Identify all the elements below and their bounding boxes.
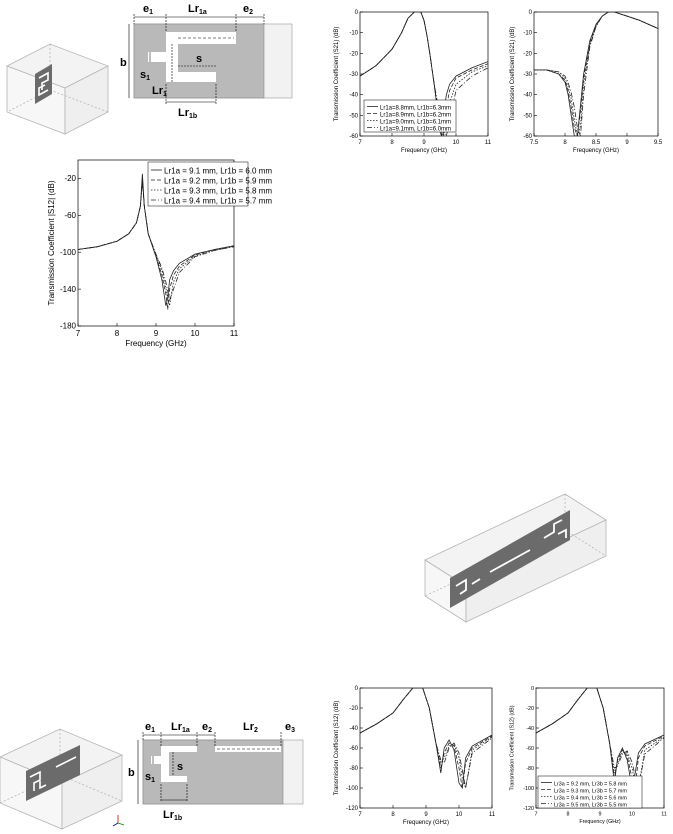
x-tick-label: 8: [390, 140, 394, 146]
y-tick-label: -20: [349, 706, 358, 712]
chart-s12-middle-left: [44, 156, 273, 354]
y-tick-label: -40: [349, 92, 358, 99]
label-lr1a: Lr1a: [188, 3, 207, 16]
y-tick-label: -80: [349, 766, 358, 772]
label2-s1: s1: [145, 771, 156, 784]
y-axis-label: Transmission Coefficient (S21) (dB): [334, 26, 340, 122]
resonator-dimension-diagram-2: [125, 718, 305, 828]
y-axis-label: Transmission Coefficient (S12) (dB): [509, 705, 516, 791]
y-axis-label: Transmission Coefficient (S21) (dB): [510, 26, 516, 122]
y-tick-label: -50: [349, 113, 358, 120]
y-tick-label: -60: [349, 746, 358, 752]
y-tick-label: -60: [523, 134, 532, 140]
legend-label: Lr3a = 9.2 mm, Lr3b = 5.8 mm: [554, 781, 627, 788]
chart-s21-top-right: [506, 8, 668, 168]
y-tick-label: -30: [523, 72, 532, 78]
y-tick-label: -60: [64, 211, 76, 220]
legend-label: Lr1a = 9.4 mm, Lr1b = 5.7 mm: [164, 196, 273, 206]
y-tick-label: -40: [526, 725, 534, 732]
x-axis-label: Frequency (GHz): [400, 148, 448, 154]
legend-label: Lr1a=9.1mm, Lr1b=6.0mm: [380, 126, 452, 133]
y-tick-label: 0: [354, 10, 358, 16]
y-tick-label: -20: [349, 51, 358, 58]
x-tick-label: 11: [661, 811, 667, 818]
x-tick-label: 10: [190, 329, 200, 338]
label2-lr2: Lr2: [243, 721, 258, 734]
y-tick-label: -120: [345, 806, 358, 812]
y-tick-label: 0: [528, 10, 532, 16]
x-tick-label: 7: [358, 812, 362, 818]
label2-s: s: [177, 761, 184, 773]
legend-label: Lr1a = 9.1 mm, Lr1b = 6.0 mm: [164, 166, 273, 176]
x-tick-label: 10: [452, 140, 460, 146]
x-tick-label: 8: [391, 812, 395, 818]
label2-lr1a: Lr1a: [171, 721, 190, 734]
legend-label: Lr1a=8.8mm, Lr1b=6.3mm: [380, 105, 452, 112]
x-tick-label: 11: [229, 329, 239, 338]
y-tick-label: -80: [526, 765, 534, 772]
x-axis-label: Frequency (GHz): [125, 339, 187, 348]
x-tick-label: 9: [422, 140, 426, 146]
legend-label: Lr1a=9.0mm, Lr1b=6.1mm: [380, 119, 452, 126]
label2-e1: e1: [145, 721, 156, 734]
y-tick-label: -30: [349, 72, 358, 78]
y-tick-label: -20: [523, 51, 532, 58]
x-tick-label: 9: [153, 329, 159, 338]
y-tick-label: -60: [349, 134, 358, 140]
x-tick-label: 9: [424, 812, 428, 818]
chart-s21-top-middle: [330, 8, 498, 168]
label2-b: b: [128, 767, 135, 779]
x-tick-label: 7: [534, 811, 538, 818]
label-e2: e2: [243, 3, 254, 16]
x-tick-label: 8: [566, 811, 570, 818]
x-tick-label: 7: [75, 329, 81, 338]
x-axis-label: Frequency (GHz): [572, 148, 620, 154]
legend-label: Lr1a = 9.2 mm, Lr1b = 5.9 mm: [164, 176, 273, 186]
y-tick-label: -10: [523, 30, 532, 37]
plot-frame: [534, 12, 658, 136]
y-tick-label: -20: [526, 705, 534, 712]
resonator-dimension-diagram-1: [118, 0, 298, 122]
chart-s12-bottom-middle: [330, 682, 500, 834]
label2-e3: e3: [285, 721, 296, 734]
label-s: s: [196, 53, 203, 65]
y-tick-label: 0: [354, 686, 358, 692]
label-b: b: [120, 57, 127, 69]
x-axis-label: Frequency (GHz): [402, 820, 450, 826]
x-tick-label: 8.5: [591, 140, 601, 146]
y-axis-label: Transmission Coefficient |S12| (dB): [47, 180, 56, 306]
x-tick-label: 9.5: [653, 140, 663, 146]
y-tick-label: -100: [523, 785, 534, 792]
x-tick-label: 7: [358, 140, 362, 146]
y-tick-label: -180: [59, 321, 76, 331]
waveguide-3d-model-1: [2, 38, 112, 138]
x-tick-label: 8: [563, 140, 567, 146]
y-tick-label: -120: [523, 805, 534, 812]
legend-label: Lr1a=8.9mm, Lr1b=6.2mm: [380, 112, 452, 119]
y-tick-label: -100: [345, 786, 358, 792]
label-lr1b: Lr1b: [178, 107, 198, 120]
chart-s12-bottom-right: [506, 682, 672, 834]
x-tick-label: 9: [625, 140, 629, 146]
label2-lr1b: Lr1b: [163, 809, 183, 822]
waveguide-3d-model-2: [420, 490, 610, 625]
y-tick-label: -40: [523, 92, 532, 99]
legend-label: Lr1a = 9.3 mm, Lr1b = 5.8 mm: [164, 186, 273, 196]
waveguide-3d-model-3: [0, 725, 125, 830]
y-tick-label: -60: [526, 745, 534, 752]
x-tick-label: 9: [598, 811, 602, 818]
x-tick-label: 10: [455, 812, 463, 818]
y-tick-label: -50: [523, 113, 532, 120]
label-e1: e1: [143, 3, 154, 16]
y-axis-label: Transmission Coefficient (S12) (dB): [334, 700, 340, 796]
legend-label: Lr3a = 9.4 mm, Lr3b = 5.6 mm: [554, 795, 627, 802]
label2-e2: e2: [202, 721, 213, 734]
y-tick-label: -100: [59, 247, 76, 257]
label-lr1: Lr1: [152, 85, 167, 98]
x-axis-label: Frequency (GHz): [579, 818, 621, 825]
y-tick-label: 0: [531, 685, 534, 692]
legend-label: Lr3a = 9.3 mm, Lr3b = 5.7 mm: [554, 788, 627, 795]
x-tick-label: 8: [114, 329, 120, 338]
label-s1: s1: [140, 69, 151, 82]
y-tick-label: -140: [59, 284, 76, 294]
y-tick-label: -10: [349, 30, 358, 37]
x-tick-label: 7.5: [529, 140, 539, 146]
x-tick-label: 10: [629, 811, 635, 818]
x-tick-label: 11: [484, 140, 492, 146]
x-tick-label: 11: [488, 812, 496, 818]
y-tick-label: -40: [349, 726, 358, 732]
y-tick-label: -20: [64, 174, 76, 184]
legend-label: Lr3a = 9.5 mm, Lr3b = 5.5 mm: [554, 802, 627, 809]
